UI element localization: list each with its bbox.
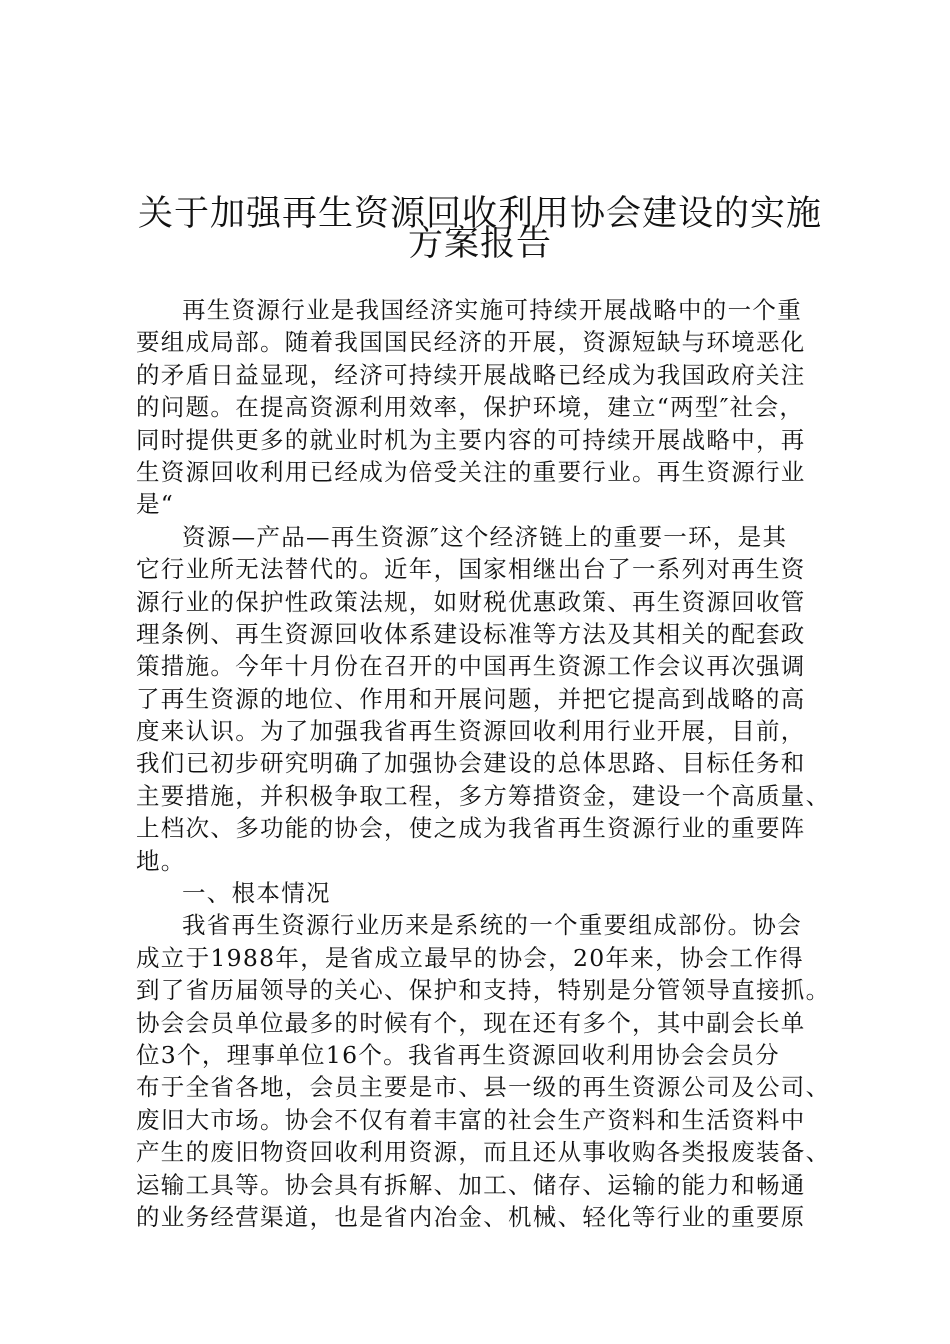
section-heading: 一、根本情况 — [182, 879, 331, 908]
title-line-2: 方案报告 — [407, 224, 552, 264]
text-line: 了再生资源的地位、作用和开展问题，并把它提高到战略的高 — [136, 684, 806, 713]
text-line: 要组成局部。随着我国国民经济的开展，资源短缺与环境恶化 — [136, 328, 806, 357]
text-line: 上档次、多功能的协会，使之成为我省再生资源行业的重要阵 — [136, 814, 806, 843]
text-line: 度来认识。为了加强我省再生资源回收利用行业开展，目前， — [136, 717, 806, 746]
text-line: 是“ — [136, 490, 175, 519]
document-body — [136, 294, 831, 1233]
text-line: 废旧大市场。协会不仅有着丰富的社会生产资料和生活资料中 — [136, 1105, 806, 1134]
text-line: 位3个，理事单位16个。我省再生资源回收利用协会会员分 — [136, 1040, 780, 1069]
text-line: 资源—产品—再生资源″这个经济链上的重要一环，是其 — [182, 522, 788, 551]
text-line: 到了省历届领导的关心、保护和支持，特别是分管领导直接抓。 — [136, 976, 831, 1005]
text-line: 生资源回收利用已经成为倍受关注的重要行业。再生资源行业 — [136, 457, 806, 486]
text-line: 主要措施，并积极争取工程，多方筹措资金，建设一个高质量、 — [136, 781, 831, 810]
title-line-1: 关于加强再生资源回收利用协会建设的实施 — [137, 194, 822, 234]
text-line: 我省再生资源行业历来是系统的一个重要组成部份。协会 — [182, 911, 802, 940]
text-line: 协会会员单位最多的时候有个，现在还有多个，其中副会长单 — [136, 1008, 806, 1037]
text-line: 的业务经营渠道，也是省内冶金、机械、轻化等行业的重要原 — [136, 1202, 806, 1231]
text-line: 的问题。在提高资源利用效率，保护环境，建立“两型″社会， — [136, 393, 805, 422]
text-line: 再生资源行业是我国经济实施可持续开展战略中的一个重 — [182, 296, 802, 324]
text-line: 理条例、再生资源回收体系建设标准等方法及其相关的配套政 — [136, 619, 806, 648]
text-line: 地。 — [136, 846, 186, 875]
text-line: 源行业的保护性政策法规，如财税优惠政策、再生资源回收管 — [136, 587, 806, 616]
text-line: 运输工具等。协会具有拆解、加工、储存、运输的能力和畅通 — [136, 1170, 806, 1199]
text-line: 它行业所无法替代的。近年，国家相继出台了一系列对再生资 — [136, 555, 806, 584]
text-line: 我们已初步研究明确了加强协会建设的总体思路、目标任务和 — [136, 749, 806, 778]
text-line: 同时提供更多的就业时机为主要内容的可持续开展战略中，再 — [136, 425, 806, 454]
text-line: 策措施。今年十月份在召开的中国再生资源工作会议再次强调 — [136, 652, 806, 681]
text-line: 成立于1988年，是省成立最早的协会，20年来，协会工作得 — [136, 943, 804, 972]
text-line: 的矛盾日益显现，经济可持续开展战略已经成为我国政府关注 — [136, 360, 806, 389]
text-line: 布于全省各地，会员主要是市、县一级的再生资源公司及公司、 — [136, 1073, 831, 1102]
text-line: 产生的废旧物资回收利用资源，而且还从事收购各类报废装备、 — [136, 1138, 831, 1167]
